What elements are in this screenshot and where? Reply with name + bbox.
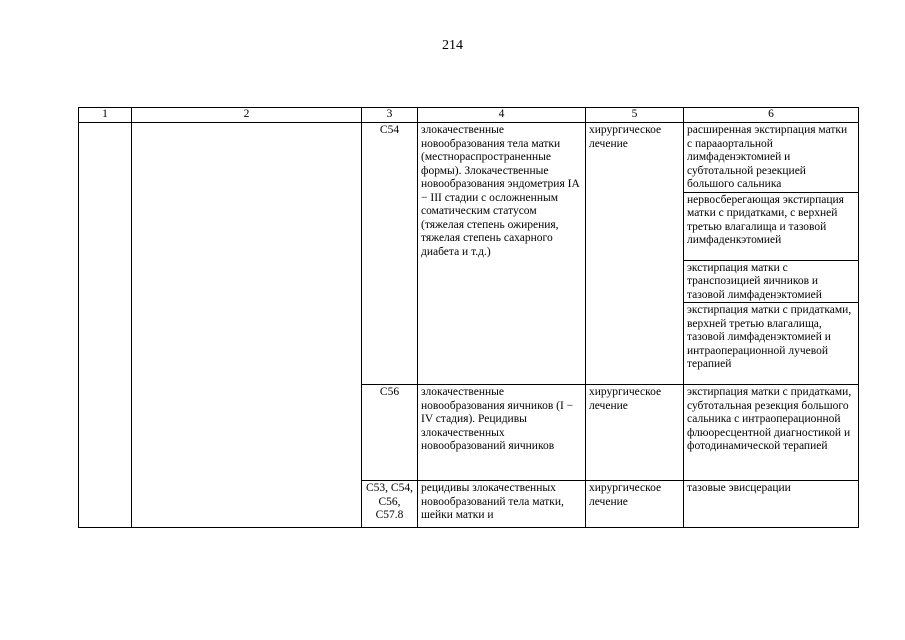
method-text: экстирпация матки с транспозицией яичников и тазовой лимфаденэктомией [684,260,859,303]
diagnosis-text: злокачественные новообразования тела матки (местнораспространенные формы). Злокачественные новообразования эндометрия IA − III стадии с осложненным соматическим статусом (тяжелая степень ожирения, тяжелая степень сахарного диабета и т.д.) [418,123,586,385]
column-header-3: 3 [362,108,418,123]
icd-code: C53, C54, C56, C57.8 [362,481,418,528]
cell-col2 [132,123,362,528]
column-header-2: 2 [132,108,362,123]
icd-code: C56 [362,385,418,481]
cell-col1 [79,123,132,528]
column-header-5: 5 [586,108,684,123]
treatment-type: хирургическое лечение [586,481,684,528]
treatment-type: хирургическое лечение [586,123,684,385]
table-header-row [79,108,859,123]
treatment-type: хирургическое лечение [586,385,684,481]
column-header-4: 4 [418,108,586,123]
diagnosis-text: злокачественные новообразования яичников (I − IV стадия). Рецидивы злокачественных новообразований яичников [418,385,586,481]
column-header-6: 6 [684,108,859,123]
procedures-table [78,107,859,528]
method-text: расширенная экстирпация матки с парааортальной лимфаденэктомией и субтотальной резекцией большого сальника [684,123,859,193]
icd-code: C54 [362,123,418,385]
page-number: 214 [442,38,463,53]
method-text: нервосберегающая экстирпация матки с придатками, с верхней третью влагалища и тазовой лимфаденкэтомией [684,192,859,260]
method-text: экстирпация матки с придатками, субтотальная резекция большого сальника с интраоперационной флюоресцентной диагностикой и фотодинамической терапией [684,385,859,481]
method-text: тазовые эвисцерации [684,481,859,528]
method-text: экстирпация матки с придатками, верхней третью влагалища, тазовой лимфаденэктомией и интраоперационной лучевой терапией [684,303,859,385]
diagnosis-text: рецидивы злокачественных новообразований тела матки, шейки матки и [418,481,586,528]
table-row [79,123,859,193]
column-header-1: 1 [79,108,132,123]
